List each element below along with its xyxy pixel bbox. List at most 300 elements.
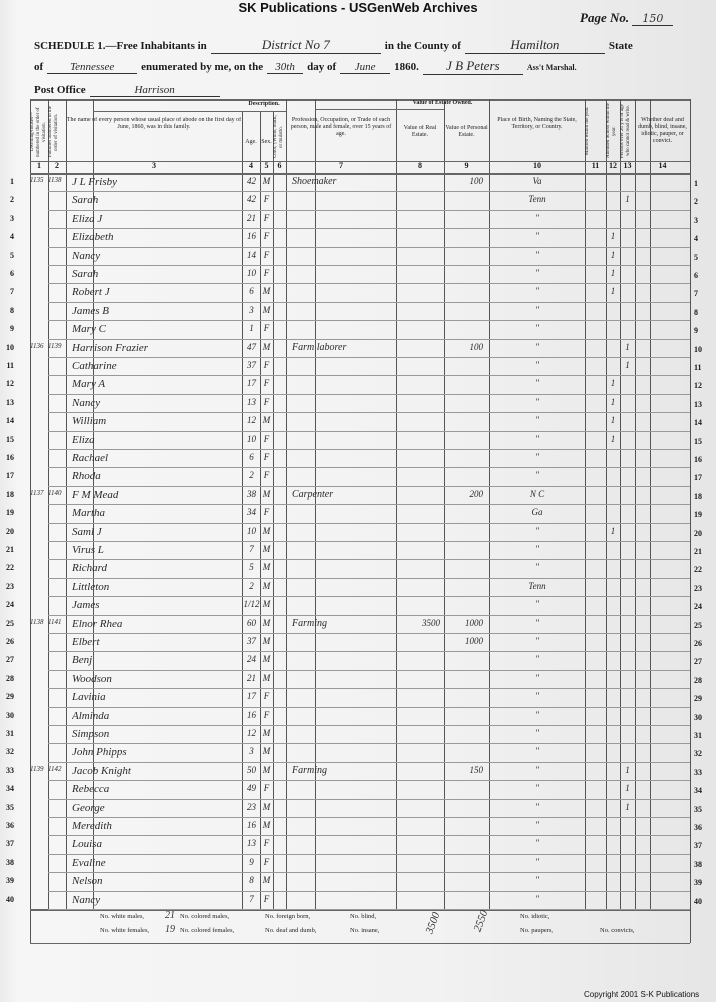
cell-sex: F [263,691,270,702]
post-office-label: Post Office [34,84,86,96]
cell-name: Benj [72,654,93,667]
enumerated-label: enumerated by me, on the [141,61,264,73]
cell-birthplace: " [535,728,539,738]
cell-name: Mary A [72,378,106,391]
row-number-left: 27 [6,655,14,665]
cell-name: Nelson [72,875,103,888]
cell-sex: M [262,176,271,186]
row-rule [48,283,690,284]
cell-birthplace: " [535,654,539,665]
row-rule [48,265,690,266]
cell-sex: M [262,801,271,812]
cell-sex: F [263,212,270,223]
row-number-right: 21 [694,547,702,556]
cell-personal-estate: 150 [469,764,483,775]
cell-age: 49 [247,783,256,794]
cell-sex: F [263,507,270,518]
cell-sex: M [262,820,271,830]
row-rule [48,559,690,560]
copyright-notice: Copyright 2001 S-K Publications [584,990,700,999]
cell-age: 37 [247,360,256,370]
column-rule [30,99,31,943]
row-rule [48,835,690,836]
row-rule [48,615,690,616]
cell-age: 34 [247,507,256,518]
cell-sex: F [263,323,270,334]
row-rule [48,247,690,248]
day-of-label: day of [307,61,337,73]
cell-sex: M [262,304,271,315]
cell-age: 12 [247,415,256,426]
cell-birthplace: " [535,562,539,573]
row-number-right: 32 [694,749,702,759]
cell-sex: F [263,783,270,794]
cell-name: Saml J [72,525,102,538]
header-name: The name of every person whose usual place of abode on the first day of June, 1860, was in this family. [66,117,242,130]
year-label: 1860. [394,61,419,73]
row-number-left: 35 [6,802,14,812]
cell-birthplace: " [535,433,539,444]
row-number-right: 23 [694,583,702,593]
cell-dwelling: 1137 [30,488,44,497]
row-number-right: 14 [694,418,702,428]
column-number: 4 [249,161,253,170]
cell-birthplace: " [535,249,539,260]
row-number-left: 24 [6,600,14,610]
cell-birthplace: " [535,875,539,886]
row-rule [48,228,690,229]
cell-sex: F [263,268,270,278]
cell-name: Nancy [72,893,101,906]
row-number-right: 28 [694,675,702,685]
column-number: 10 [533,161,541,170]
cell-age: 2 [249,580,254,591]
cell-name: Martha [72,507,105,520]
cell-birthplace: " [535,396,539,407]
cell-age: 9 [249,856,254,867]
row-rule [48,725,690,726]
column-number: 12 [609,161,617,170]
cell-age: 16 [247,709,256,720]
cell-birthplace: " [535,544,539,554]
cell-age: 16 [247,231,256,242]
row-number-left: 39 [6,876,14,886]
cell-birthplace: " [535,599,539,610]
cell-name: Virus L [72,544,104,556]
header-birthplace: Place of Birth, Naming the State, Territory, or Country. [497,117,577,130]
footer-foreign-born: No. foreign born, [265,913,311,920]
row-number-right: 25 [694,620,702,630]
cell-sex: F [263,709,270,720]
cell-name: Rachael [72,452,109,464]
cell-name: Eliza J [72,212,103,225]
cell-age: 14 [247,249,256,260]
row-number-left: 37 [6,839,14,849]
row-number-left: 3 [10,213,14,223]
cell-birthplace: " [535,304,539,315]
county-label: in the County of [384,40,461,52]
cell-sex: F [263,396,270,407]
cell-sex: F [263,433,270,444]
cell-birthplace: " [535,801,539,812]
row-rule [48,670,690,671]
cell-age: 7 [249,893,254,904]
cell-age: 23 [247,801,256,812]
row-number-left: 29 [6,692,14,702]
cell-read-write: 1 [625,783,630,794]
cell-birthplace: Va [532,176,542,186]
row-number-left: 26 [6,637,14,646]
cell-birthplace: N C [529,488,545,499]
cell-age: 1 [249,323,254,334]
cell-occupation: Farm laborer [292,341,347,353]
cell-name: James B [72,304,109,317]
header-description: Description. [248,101,280,107]
cell-read-write: 1 [625,360,630,370]
row-rule [48,817,690,818]
row-number-right: 27 [694,657,702,667]
column-number: 13 [623,161,632,170]
cell-occupation: Farming [292,617,327,629]
state-value: Tennessee [47,61,137,74]
footer-idiotic: No. idiotic, [520,913,550,920]
column-number: 7 [339,161,343,170]
cell-sex: F [263,452,270,462]
row-rule [48,633,690,634]
cell-birthplace: " [535,709,539,720]
row-number-left: 15 [6,434,14,444]
cell-name: Harrison Frazier [72,341,149,354]
row-number-left: 5 [10,250,14,260]
row-rule [48,909,690,910]
row-number-right: 19 [694,510,702,520]
row-number-right: 37 [694,841,702,851]
cell-birthplace: " [535,672,539,683]
row-number-left: 32 [6,747,14,757]
day-value: 30th [267,61,303,74]
cell-sex: F [263,838,270,849]
header-sex: Sex. [261,139,272,145]
row-rule [48,449,690,450]
row-rule [48,467,690,468]
row-number-right: 36 [694,823,702,832]
row-number-left: 4 [10,232,14,242]
cell-age: 3 [249,304,254,315]
cell-sex: M [262,286,271,297]
cell-age: 17 [247,691,256,702]
cell-birthplace: " [535,838,539,849]
cell-birthplace: " [535,378,539,389]
cell-sex: M [262,341,271,352]
row-rule [48,651,690,652]
row-number-left: 10 [6,342,14,352]
header-age: Age. [245,139,257,145]
row-number-right: 11 [694,363,702,372]
census-table [6,99,702,975]
cell-name: Elnor Rhea [72,617,123,630]
cell-name: Meredith [72,820,112,832]
cell-name: J L Frisby [72,176,118,188]
cell-name: Mary C [72,323,106,336]
cell-age: 6 [249,286,254,297]
row-number-right: 3 [694,215,698,225]
column-number: 9 [464,161,469,170]
cell-sex: M [262,875,271,886]
cell-age: 3 [249,746,254,757]
row-number-right: 9 [694,326,698,336]
row-rule [48,799,690,800]
cell-sex: M [262,728,271,738]
cell-birthplace: " [535,286,539,297]
row-number-right: 15 [694,436,702,446]
cell-family: 1140 [48,488,62,497]
footer-tally-2: 2550 [471,908,491,934]
cell-sex: F [263,194,270,205]
row-number-right: 29 [694,694,702,704]
row-number-right: 38 [694,859,702,869]
cell-sex: F [263,856,270,867]
cell-school: 1 [610,396,616,407]
page-number-value: 150 [632,12,673,26]
cell-age: 17 [247,378,256,389]
row-number-right: 4 [694,234,698,244]
cell-sex: F [263,360,270,370]
cell-personal-estate: 100 [469,176,483,186]
cell-birthplace: " [535,617,539,628]
row-number-right: 26 [694,639,702,648]
row-rule [48,302,690,303]
cell-birthplace: " [535,268,539,278]
cell-birthplace: " [535,856,539,867]
row-rule [48,891,690,892]
row-number-right: 40 [694,896,702,906]
column-number: 11 [591,161,600,170]
row-number-right: 12 [694,381,702,391]
row-number-left: 9 [10,324,14,334]
cell-name: Woodson [72,672,112,685]
cell-name: Rebecca [72,783,110,796]
cell-name: Elbert [72,636,100,648]
cell-school: 1 [610,231,616,242]
cell-school: 1 [610,286,616,297]
cell-age: 21 [247,672,256,683]
row-number-right: 30 [694,712,702,722]
cell-sex: M [262,580,271,591]
row-rule [48,707,690,708]
cell-age: 47 [247,341,256,352]
cell-age: 60 [247,617,256,628]
row-number-left: 2 [10,195,14,205]
cell-school: 1 [610,249,616,260]
cell-read-write: 1 [625,194,630,205]
cell-occupation: Shoemaker [292,176,337,187]
cell-name: Elizabeth [72,231,114,244]
number-rule [30,173,690,175]
county-value: Hamilton [465,37,605,54]
row-number-right: 35 [694,804,702,814]
cell-sex: M [262,562,271,573]
footer-paupers: No. paupers, [520,927,554,934]
row-number-left: 1 [10,177,14,186]
page-number-label: Page No. [580,10,630,25]
header-family-number: Families numbered in the order of visitation. [48,106,59,158]
cell-age: 38 [247,488,256,499]
cell-name: William [72,415,107,428]
header-real-estate: Value of Real Estate. [403,125,437,138]
cell-personal-estate: 100 [469,341,483,352]
marshal-label: Ass't Marshal. [526,63,577,72]
footer-tally-1: 3500 [423,910,443,936]
row-number-left: 18 [6,489,14,499]
row-rule [48,780,690,781]
header-line-3 [34,80,220,98]
cell-age: 10 [247,433,256,444]
row-number-right: 31 [694,731,702,740]
cell-sex: M [262,654,271,665]
cell-name: Richard [72,562,108,575]
row-number-right: 18 [694,491,702,501]
description-rule [93,111,286,112]
cell-age: 24 [247,654,256,665]
row-number-right: 8 [694,307,698,317]
cell-name: Littleton [72,580,110,593]
header-estate: Value of Estate Owned. [412,100,473,106]
footer-white-females-count: 19 [165,924,175,935]
cell-name: Sarah [72,194,99,207]
cell-name: Simpson [72,728,110,740]
archive-banner: SK Publications - USGenWeb Archives [238,0,478,15]
footer-white-females-label: No. white females, [100,927,150,934]
footer-blind: No. blind, [350,913,377,920]
row-rule [48,486,690,487]
row-number-left: 19 [6,508,14,518]
header-personal-estate: Value of Personal Estate. [445,125,488,138]
cell-name: Eliza [72,433,95,446]
row-number-left: 36 [6,821,14,830]
row-number-left: 22 [6,563,14,573]
row-number-left: 17 [6,471,14,481]
row-rule [48,375,690,376]
cell-sex: F [263,893,270,904]
cell-age: 10 [247,268,256,278]
header-disability: Whether deaf and dumb, blind, insane, idiotic, pauper, or convict. [638,117,687,144]
row-number-right: 5 [694,252,698,262]
row-number-right: 22 [694,565,702,575]
cell-name: Lavinia [72,691,106,704]
cell-sex: F [263,231,270,242]
cell-age: 12 [247,728,256,738]
header-school: Attended School within the year. [606,103,617,159]
row-number-right: 2 [694,197,698,207]
cell-name: F M Mead [72,488,119,501]
row-number-left: 14 [6,416,14,426]
column-number: 3 [152,161,156,170]
schedule-title: SCHEDULE 1.—Free Inhabitants in [34,40,207,52]
column-rule [273,111,274,909]
cell-age: 10 [247,525,256,536]
footer-white-males-count: 21 [165,910,175,921]
cell-age: 50 [247,764,256,775]
cell-personal-estate: 200 [469,488,483,499]
cell-birthplace: Tenn [528,194,546,205]
cell-name: Robert J [72,286,110,299]
row-number-right: 24 [694,602,702,612]
cell-school: 1 [610,415,616,426]
cell-sex: M [262,599,271,610]
cell-dwelling: 1135 [30,176,44,184]
row-rule [48,412,690,413]
footer-white-males-label: No. white males, [100,913,145,920]
row-number-left: 40 [6,894,14,904]
cell-family: 1142 [48,764,62,773]
row-number-left: 16 [6,453,14,462]
cell-birthplace: " [535,820,539,830]
row-number-right: 7 [694,289,698,299]
row-number-left: 13 [6,397,14,407]
cell-name: James [72,599,100,612]
cell-sex: M [262,525,271,536]
cell-birthplace: " [535,231,539,242]
cell-age: 8 [249,875,254,886]
district-value: District No 7 [211,37,381,54]
cell-birthplace: " [535,360,539,370]
cell-birthplace: " [535,746,539,757]
column-number: 8 [418,161,422,170]
row-rule [48,578,690,579]
cell-sex: M [262,746,271,757]
row-number-left: 34 [6,784,14,794]
row-number-left: 25 [6,618,14,628]
cell-birthplace: " [535,341,539,352]
row-number-right: 17 [694,473,702,483]
header-dwelling-number: Dwelling-houses—numbered in the order of visitation. [30,107,47,157]
cell-read-write: 1 [625,801,630,812]
cell-age: 16 [247,820,256,830]
row-rule [48,191,690,192]
cell-real-estate: 3500 [422,617,440,628]
page-number [580,10,673,26]
row-number-right: 20 [694,528,702,538]
cell-personal-estate: 1000 [465,617,483,628]
row-rule [48,523,690,524]
cell-sex: M [262,764,271,775]
post-office-value: Harrison [90,84,220,97]
cell-sex: M [262,617,271,628]
marshal-name: J B Peters [423,58,523,75]
cell-age: 42 [247,176,256,186]
cell-sex: F [263,470,270,481]
column-number: 1 [37,161,41,170]
cell-family: 1139 [48,341,62,350]
cell-dwelling: 1136 [30,341,44,350]
cell-age: 21 [247,212,256,223]
column-number: 14 [658,161,667,170]
cell-birthplace: " [535,636,539,646]
row-number-left: 23 [6,581,14,591]
row-rule [48,320,690,321]
cell-birthplace: " [535,764,539,775]
footer-colored-females: No. colored females, [180,927,235,934]
row-rule [48,394,690,395]
row-number-right: 34 [694,786,702,796]
header-read-write: Persons over 20 y'rs of age who cannot read & write. [620,104,631,158]
footer-insane: No. insane, [350,927,380,934]
cell-family: 1141 [48,617,62,626]
cell-sex: M [262,544,271,554]
cell-birthplace: " [535,783,539,794]
cell-age: 13 [247,838,256,849]
row-rule [48,688,690,689]
